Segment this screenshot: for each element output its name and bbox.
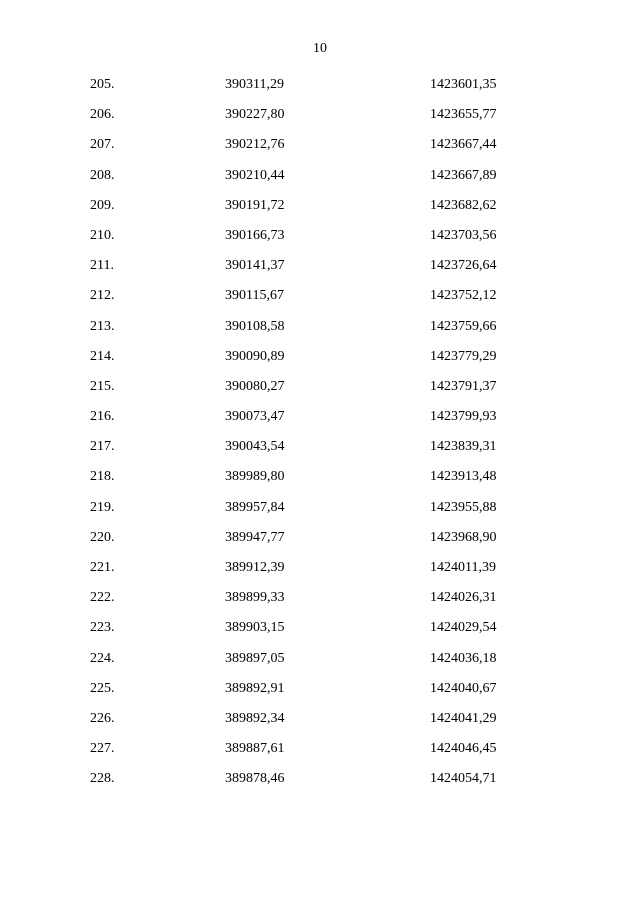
x-coordinate: 390311,29 bbox=[225, 77, 284, 92]
row-number: 209. bbox=[90, 197, 115, 213]
table-row bbox=[0, 650, 640, 680]
table-row bbox=[0, 76, 640, 106]
y-coordinate: 1424046,45 bbox=[430, 741, 497, 757]
y-coordinate: 1423955,88 bbox=[430, 499, 497, 515]
x-coordinate: 389892,91 bbox=[225, 680, 285, 696]
row-number: 214. bbox=[90, 348, 115, 364]
row-number: 226. bbox=[90, 710, 115, 726]
y-coordinate: 1424036,18 bbox=[430, 650, 497, 666]
y-coordinate: 1423667,89 bbox=[430, 167, 497, 183]
coordinate-table bbox=[0, 76, 640, 801]
x-coordinate: 390166,73 bbox=[225, 227, 285, 243]
row-number: 205. bbox=[90, 77, 115, 92]
y-coordinate: 1423667,44 bbox=[430, 137, 497, 153]
table-row bbox=[0, 619, 640, 649]
row-number: 216. bbox=[90, 409, 115, 425]
row-number: 219. bbox=[90, 499, 115, 515]
x-coordinate: 389957,84 bbox=[225, 499, 285, 515]
row-number: 212. bbox=[90, 288, 115, 304]
y-coordinate: 1423759,66 bbox=[430, 318, 497, 334]
x-coordinate: 390073,47 bbox=[225, 409, 285, 425]
row-number: 207. bbox=[90, 137, 115, 153]
y-coordinate: 1423703,56 bbox=[430, 227, 497, 243]
table-row bbox=[0, 257, 640, 287]
table-row bbox=[0, 770, 640, 800]
table-row bbox=[0, 468, 640, 498]
row-number: 218. bbox=[90, 469, 115, 485]
row-number: 224. bbox=[90, 650, 115, 666]
table-row bbox=[0, 287, 640, 317]
y-coordinate: 1423601,35 bbox=[430, 77, 497, 92]
row-number: 223. bbox=[90, 620, 115, 636]
x-coordinate: 390080,27 bbox=[225, 378, 285, 394]
row-number: 225. bbox=[90, 680, 115, 696]
y-coordinate: 1424041,29 bbox=[430, 710, 497, 726]
y-coordinate: 1423752,12 bbox=[430, 288, 497, 304]
table-row bbox=[0, 348, 640, 378]
y-coordinate: 1423791,37 bbox=[430, 378, 497, 394]
row-number: 211. bbox=[90, 258, 114, 274]
y-coordinate: 1423913,48 bbox=[430, 469, 497, 485]
x-coordinate: 389899,33 bbox=[225, 590, 285, 606]
x-coordinate: 389887,61 bbox=[225, 741, 285, 757]
table-row bbox=[0, 529, 640, 559]
row-number: 206. bbox=[90, 107, 115, 123]
y-coordinate: 1423655,77 bbox=[430, 107, 497, 123]
table-row bbox=[0, 710, 640, 740]
table-row bbox=[0, 589, 640, 619]
row-number: 228. bbox=[90, 771, 115, 787]
row-number: 222. bbox=[90, 590, 115, 606]
table-row bbox=[0, 227, 640, 257]
row-number: 215. bbox=[90, 378, 115, 394]
y-coordinate: 1423682,62 bbox=[430, 197, 497, 213]
table-row bbox=[0, 740, 640, 770]
y-coordinate: 1424054,71 bbox=[430, 771, 497, 787]
row-number: 213. bbox=[90, 318, 115, 334]
x-coordinate: 390090,89 bbox=[225, 348, 285, 364]
table-row bbox=[0, 378, 640, 408]
x-coordinate: 389989,80 bbox=[225, 469, 285, 485]
y-coordinate: 1424026,31 bbox=[430, 590, 497, 606]
row-number: 221. bbox=[90, 560, 115, 575]
y-coordinate: 1423968,90 bbox=[430, 529, 497, 545]
table-row bbox=[0, 318, 640, 348]
page-number: 10 bbox=[313, 41, 327, 56]
x-coordinate: 390210,44 bbox=[225, 167, 285, 183]
row-number: 210. bbox=[90, 227, 115, 243]
y-coordinate: 1424029,54 bbox=[430, 620, 497, 636]
x-coordinate: 389903,15 bbox=[225, 620, 285, 636]
y-coordinate: 1423726,64 bbox=[430, 258, 497, 274]
row-number: 220. bbox=[90, 529, 115, 545]
table-row bbox=[0, 106, 640, 136]
y-coordinate: 1424011,39 bbox=[430, 560, 496, 575]
x-coordinate: 390227,80 bbox=[225, 107, 285, 123]
row-number: 217. bbox=[90, 439, 115, 455]
table-row bbox=[0, 136, 640, 166]
y-coordinate: 1423839,31 bbox=[430, 439, 497, 455]
row-number: 227. bbox=[90, 741, 115, 757]
table-row bbox=[0, 438, 640, 468]
table-row bbox=[0, 197, 640, 227]
table-row bbox=[0, 680, 640, 710]
x-coordinate: 390191,72 bbox=[225, 197, 285, 213]
x-coordinate: 389912,39 bbox=[225, 560, 285, 575]
x-coordinate: 390108,58 bbox=[225, 318, 285, 334]
table-row bbox=[0, 167, 640, 197]
row-number: 208. bbox=[90, 167, 115, 183]
x-coordinate: 389892,34 bbox=[225, 710, 285, 726]
y-coordinate: 1423799,93 bbox=[430, 409, 497, 425]
x-coordinate: 389897,05 bbox=[225, 650, 285, 666]
x-coordinate: 389947,77 bbox=[225, 529, 285, 545]
x-coordinate: 390212,76 bbox=[225, 137, 285, 153]
x-coordinate: 390141,37 bbox=[225, 258, 285, 274]
table-row bbox=[0, 499, 640, 529]
x-coordinate: 390043,54 bbox=[225, 439, 285, 455]
table-row bbox=[0, 408, 640, 438]
x-coordinate: 389878,46 bbox=[225, 771, 285, 787]
y-coordinate: 1424040,67 bbox=[430, 680, 497, 696]
x-coordinate: 390115,67 bbox=[225, 288, 284, 304]
table-row bbox=[0, 559, 640, 589]
y-coordinate: 1423779,29 bbox=[430, 348, 497, 364]
